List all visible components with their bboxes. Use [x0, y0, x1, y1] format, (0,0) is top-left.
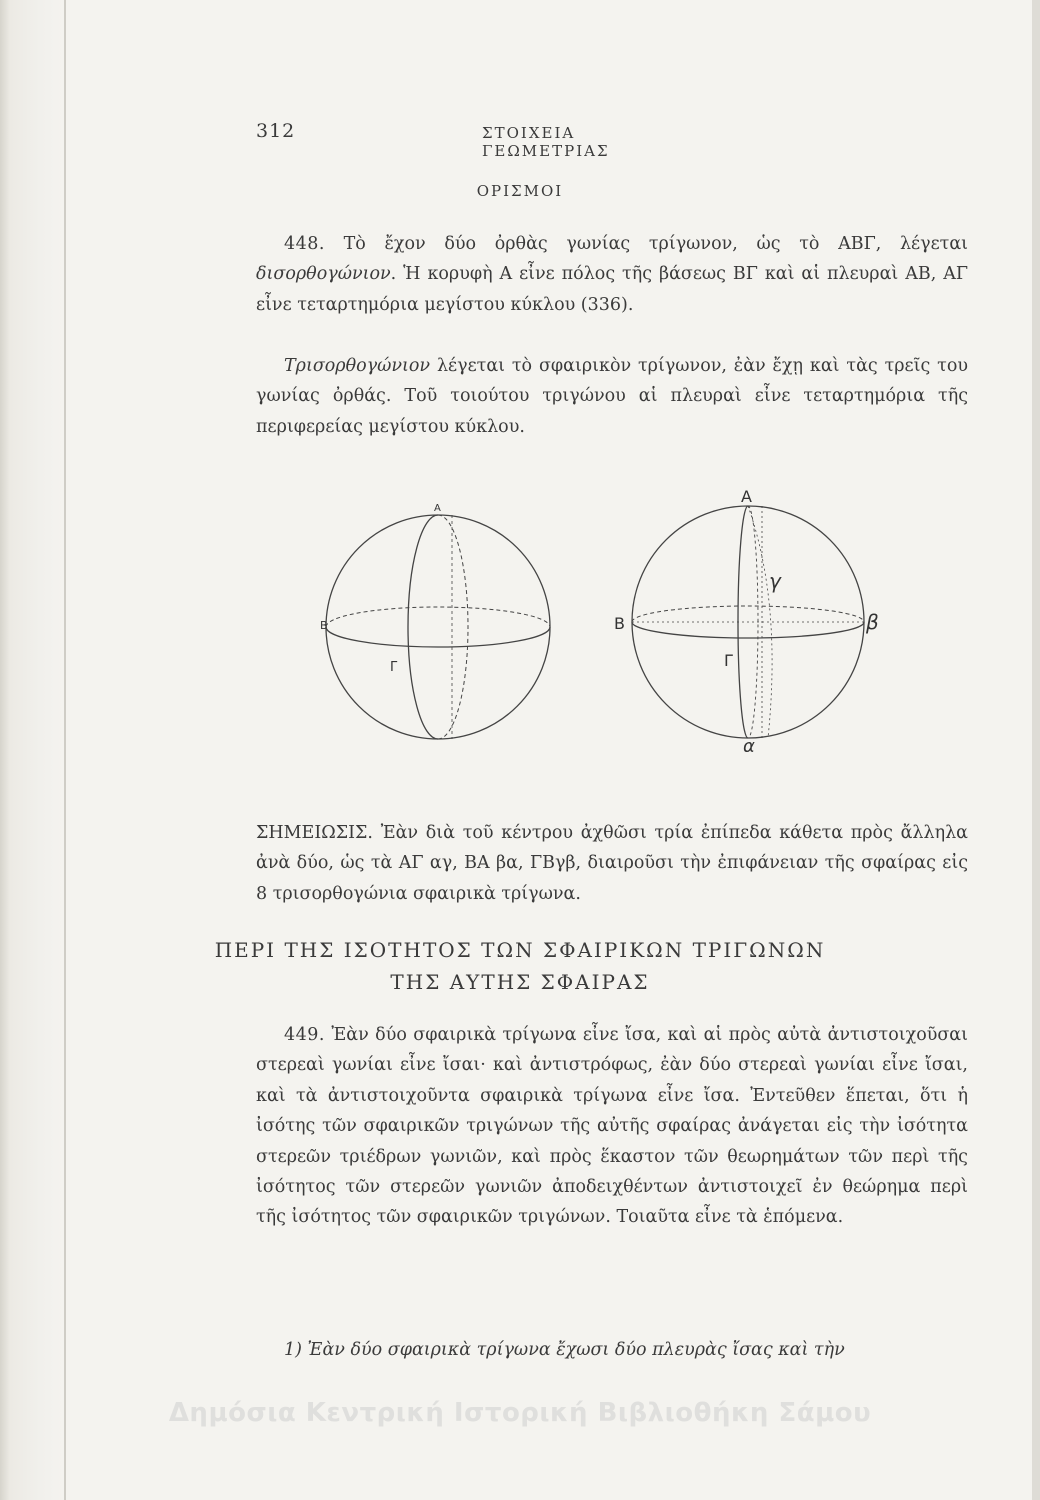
label-A: Α [741, 487, 752, 506]
section-heading-line2: ΤΗΣ ΑΥΤΗΣ ΣΦΑΙΡΑΣ [390, 970, 650, 994]
label-beta: β [866, 610, 879, 634]
defined-term: Τρισορθογώνιον [284, 356, 431, 376]
figure-trirectangular-triangle [612, 482, 882, 752]
paragraph-number: 449. [284, 1025, 325, 1045]
section-heading-line1: ΠΕΡΙ ΤΗΣ ΙΣΟΤΗΤΟΣ ΤΩΝ ΣΦΑΙΡΙΚΩΝ ΤΡΙΓΩΝΩΝ [214, 938, 826, 962]
paragraph-448: 448. Τὸ ἔχον δύο ὀρθὰς γωνίας τρίγωνον, ὡς τὸ ΑΒΓ, λέγεται δισορθογώνιον. Ἡ κορυφὴ Α εἶνε πόλος τῆς βάσεως ΒΓ καὶ αἱ πλευραὶ ΑΒ, ΑΓ εἶνε τεταρτημόρια μεγίστου κύκλου (336). [256, 234, 968, 315]
note-paragraph: ΣΗΜΕΙΩΣΙΣ. Ἐὰν διὰ τοῦ κέντρου ἀχθῶσι τρία ἐπίπεδα κάθετα πρὸς ἄλληλα ἀνὰ δύο, ὡς τὰ ΑΓ αγ, ΒΑ βα, ΓΒγβ, διαιροῦσι τὴν ἐπιφάνειαν τῆς σφαίρας εἰς 8 τρισορθογώνια σφαιρικὰ τρίγωνα. [256, 823, 968, 904]
page-fold-line [64, 0, 66, 1500]
paragraph-449: 449. Ἐὰν δύο σφαιρικὰ τρίγωνα εἶνε ἴσα, καὶ αἱ πρὸς αὐτὰ ἀντιστοιχοῦσαι στερεαὶ γωνίαι εἶνε ἴσαι· καὶ ἀντιστρόφως, ἐὰν δύο στερεαὶ γωνίαι εἶνε ἴσαι, καὶ τὰ ἀντιστοιχοῦντα σφαιρικὰ τρίγωνα εἶνε ἴσα. Ἐντεῦθεν ἕπεται, ὅτι ἡ ἰσότης τῶν σφαιρικῶν τριγώνων τῆς αὐτῆς σφαίρας ἀνάγεται εἰς τὴν ἰσότητα στερεῶν τριέδρων γωνιῶν, καὶ πρὸς ἕκαστον τῶν θεωρημάτων τῶν περὶ τῆς ἰσότητος τῶν στερεῶν γωνιῶν ἀποδειχθέντων ἀντιστοιχεῖ ἐν θεώρημα περὶ τῆς ἰσότητος τῶν σφαιρικῶν τριγώνων. Τοιαῦτα εἶνε τὰ ἑπόμενα. [256, 1025, 968, 1228]
page-number: 312 [256, 120, 296, 142]
label-alpha: α [743, 736, 755, 752]
figure-birectangular-triangle [320, 495, 560, 755]
label-G: Γ [724, 651, 733, 670]
label-gamma: γ [769, 569, 781, 593]
paragraph-theorem-1: 1) Ἐὰν δύο σφαιρικὰ τρίγωνα ἔχωσι δύο πλευρὰς ἴσας καὶ τὴν [284, 1340, 845, 1360]
label-B: Β [320, 619, 328, 632]
page-right-edge [1032, 0, 1040, 1500]
label-B: Β [614, 614, 625, 633]
page-header [256, 120, 696, 160]
label-G: Γ [390, 660, 398, 675]
page-binding-edge [0, 0, 64, 1500]
running-title: ΣΤΟΙΧΕΙΑ ΓΕΩΜΕΤΡΙΑΣ [482, 124, 610, 160]
library-watermark: Δημόσια Κεντρική Ιστορική Βιβλιοθήκη Σάμου [168, 1398, 872, 1428]
paragraph-number: 448. [284, 234, 325, 254]
label-A: Α [434, 503, 441, 514]
defined-term: δισορθογώνιον [256, 264, 391, 285]
section-title: ΟΡΙΣΜΟΙ [476, 182, 564, 200]
note-label: ΣΗΜΕΙΩΣΙΣ. [256, 823, 373, 843]
paragraph-trisorthogonal: Τρισορθογώνιον λέγεται τὸ σφαιρικὸν τρίγωνον, ἐὰν ἔχῃ καὶ τὰς τρεῖς του γωνίας ὀρθάς. Τοῦ τοιούτου τριγώνου αἱ πλευραὶ εἶνε τεταρτημόρια τῆς περιφερείας μεγίστου κύκλου. [256, 356, 968, 437]
